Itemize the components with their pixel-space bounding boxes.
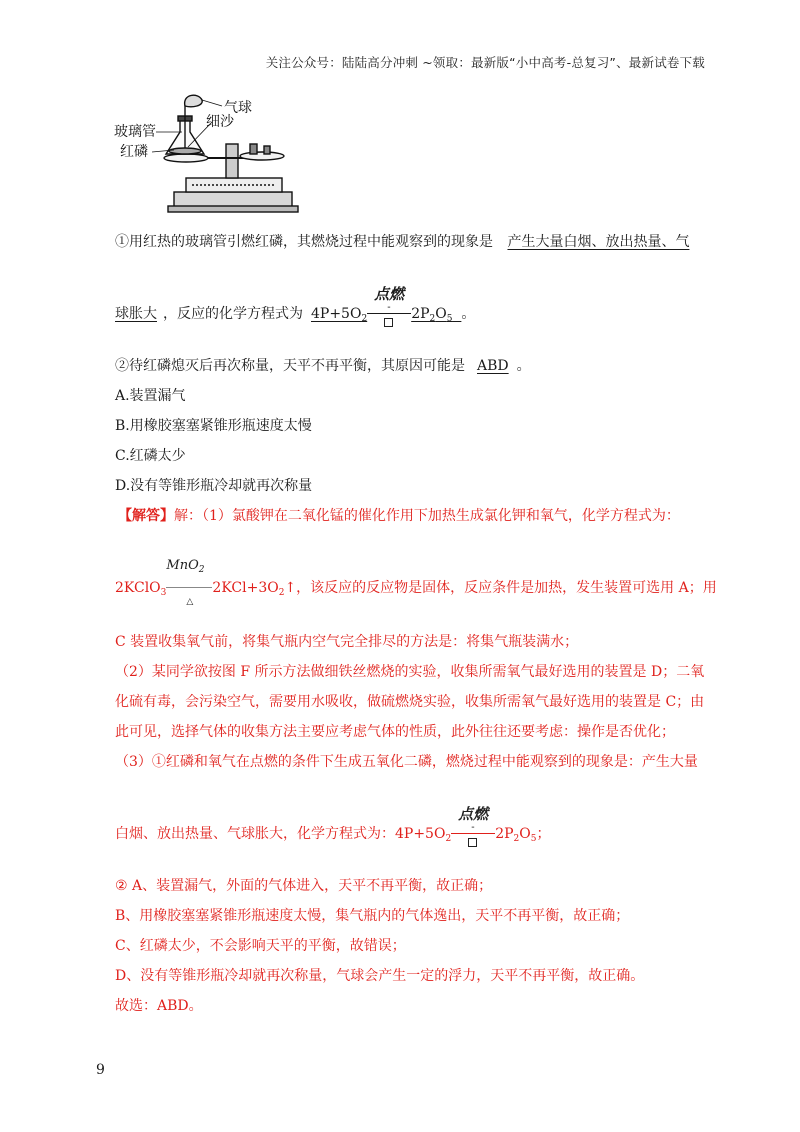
q1-line2: 球胀大 ，反应的化学方程式为 $4P+5O_2$ 点燃 - $2P_2O_5$ 。 bbox=[115, 304, 475, 329]
option-c: C.红磷太少 bbox=[115, 448, 186, 464]
q1-line1: ①用红热的玻璃管引燃红磷，其燃烧过程中能观察到的现象是 产生大量白烟、放出热量、气 bbox=[115, 234, 690, 250]
solution-line12: D、没有等锥形瓶冷却就再次称量，气球会产生一定的浮力，天平不再平衡，故正确。 bbox=[115, 968, 645, 984]
solution-line4: （2）某同学欲按图 F 所示方法做细铁丝燃烧的实验，收集所需氧气最好选用的装置是 D；二氧 bbox=[115, 664, 705, 680]
solution-line9: ② A、装置漏气，外面的气体进入，天平不再平衡，故正确； bbox=[115, 878, 493, 894]
q2-answer: ABD bbox=[477, 358, 509, 374]
solution-line3: C 装置收集氧气前，将集气瓶内空气完全排尽的方法是：将集气瓶装满水； bbox=[115, 634, 579, 650]
solution-line1: 【解答】解：（1）氯酸钾在二氧化锰的催化作用下加热生成氯化钾和氧气，化学方程式为： bbox=[118, 508, 680, 524]
ignition-equation-sign: 点燃 - bbox=[367, 304, 411, 324]
option-d: D.没有等锥形瓶冷却就再次称量 bbox=[115, 478, 313, 494]
solution-line10: B、用橡胶塞塞紧锥形瓶速度太慢，集气瓶内的气体逸出，天平不再平衡，故正确； bbox=[115, 908, 630, 924]
catalyst-equation-sign: MnO$_2$ △ bbox=[166, 578, 212, 598]
balance-apparatus-figure bbox=[112, 92, 302, 214]
solution-line13: 故选：ABD。 bbox=[115, 998, 203, 1014]
solution-tag: 【解答】 bbox=[118, 508, 174, 524]
q1-answer-part1: 产生大量白烟、放出热量、气 bbox=[507, 234, 690, 250]
page-number: 9 bbox=[96, 1062, 105, 1078]
solution-line5: 化硫有毒，会污染空气，需要用水吸收，做硫燃烧实验，收集所需氧气最好选用的装置是 C；由 bbox=[115, 694, 705, 710]
solution-line11: C、红磷太少，不会影响天平的平衡，故错误； bbox=[115, 938, 406, 954]
solution-line8: 白烟、放出热量、气球胀大，化学方程式为：$4P+5O_2$ 点燃 - $2P_2O_5$； bbox=[115, 824, 550, 849]
option-b: B.用橡胶塞塞紧锥形瓶速度太慢 bbox=[115, 418, 312, 434]
page-header: 关注公众号：陆陆高分冲刺 ~领取：最新版“小中高考-总复习”、最新试卷下载 bbox=[265, 55, 705, 70]
q1-answer-part2: 球胀大 bbox=[115, 306, 157, 322]
q2-line: ②待红磷熄灭后再次称量，天平不再平衡，其原因可能是 ABD 。 bbox=[115, 358, 531, 374]
solution-line7: （3）①红磷和氧气在点燃的条件下生成五氧化二磷，燃烧过程中能观察到的现象是：产生大量 bbox=[115, 754, 698, 770]
solution-line2: 2KClO$_3$ MnO$_2$ △ $2KCl+3O_2↑$，该反应的反应物是固体，反应条件是加热，发生装置可选用 A；用 bbox=[115, 558, 717, 607]
solution-line6: 此可见，选择气体的收集方法主要应考虑气体的性质，此外往往还要考虑：操作是否优化； bbox=[115, 724, 675, 740]
option-a: A.装置漏气 bbox=[115, 388, 186, 404]
tube-label: 玻璃管 bbox=[114, 124, 156, 140]
balloon-label: 气球 bbox=[224, 100, 252, 116]
sand-label: 细沙 bbox=[206, 114, 234, 130]
ignition-equation-sign-2: 点燃 - bbox=[451, 824, 495, 844]
phosphorus-label: 红磷 bbox=[120, 144, 148, 160]
